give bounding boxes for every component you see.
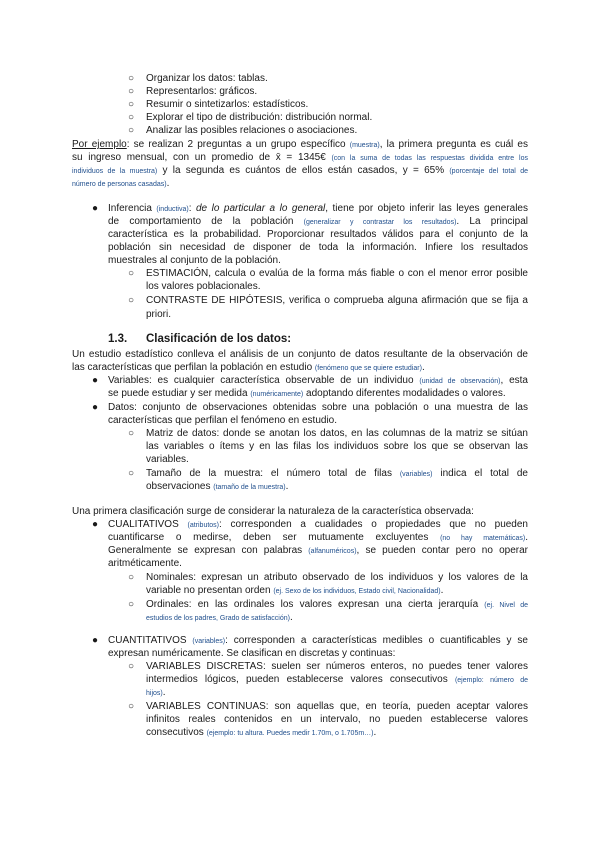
circle-bullet-icon: ○ <box>128 295 135 306</box>
example-line-1: Por ejemplo: se realizan 2 preguntas a un grupo específico (muestra), la primera pregunta es cuál es <box>72 139 528 150</box>
bullet-icon: ● <box>92 402 99 413</box>
bullet-icon: ● <box>92 519 99 530</box>
datos-line-2: características que perfilan el fenómeno en estudio. <box>108 415 338 426</box>
circle-bullet-icon: ○ <box>128 125 135 136</box>
section-title: Clasificación de los datos: <box>146 333 292 345</box>
circle-bullet-icon: ○ <box>128 268 135 279</box>
list-item: Organizar los datos: tablas. <box>146 73 268 84</box>
bullet-icon: ● <box>92 203 99 214</box>
matriz-line-2: las variables o ítems y en las filas los individuos sobre los que se observan las <box>146 441 528 452</box>
nominales-line-1: Nominales: expresan un atributo observado de los individuos y los valores de la <box>146 572 528 583</box>
example-line-3: individuos de la muestra) y la segunda es cuántos de ellos están casados, y = 65% (porcentaje del total de <box>72 165 528 176</box>
cualitativos-line-1: CUALITATIVOS (atributos): corresponden a cualidades o propiedades que no pueden <box>108 519 528 530</box>
contraste-line-1: CONTRASTE DE HIPÓTESIS, verifica o comprueba alguna afirmación que se fija a <box>146 295 528 306</box>
bullet-icon: ● <box>92 635 99 646</box>
continuas-line-3: consecutivos (ejemplo: tu altura. Puedes medir 1.70m, o 1.705m…). <box>146 727 377 738</box>
datos-line-1: Datos: conjunto de observaciones obtenidas sobre una población o una muestra de las <box>108 402 528 413</box>
bullet-icon: ● <box>92 375 99 386</box>
list-item: Analizar las posibles relaciones o asociaciones. <box>146 125 358 136</box>
inferencia-line-4: población sin necesidad de disponer de toda la información. Infiere los resultados <box>108 242 528 253</box>
circle-bullet-icon: ○ <box>128 572 135 583</box>
section-number: 1.3. <box>108 333 128 345</box>
estimacion-line-1: ESTIMACIÓN, calcula o evalúa de la forma más fiable o con el menor error posible <box>146 268 528 279</box>
circle-bullet-icon: ○ <box>128 99 135 110</box>
cualitativos-line-4: aritméticamente. <box>108 558 182 569</box>
inferencia-line-3: característica es la probabilidad. Proporcionar resultados válidos para el conjunto de la <box>108 229 528 240</box>
circle-bullet-icon: ○ <box>128 701 135 712</box>
primera-clasificacion: Una primera clasificación surge de considerar la naturaleza de la característica observada: <box>72 506 474 517</box>
nominales-line-2: variable no presentan orden (ej. Sexo de los individuos, Estado civil, Nacionalidad). <box>146 585 444 596</box>
circle-bullet-icon: ○ <box>128 428 135 439</box>
circle-bullet-icon: ○ <box>128 86 135 97</box>
list-item: Resumir o sintetizarlos: estadísticos. <box>146 99 309 110</box>
variables-line-1: Variables: es cualquier característica observable de un individuo (unidad de observación), esta <box>108 375 528 386</box>
circle-bullet-icon: ○ <box>128 599 135 610</box>
matriz-line-3: variables. <box>146 454 189 465</box>
continuas-line-1: VARIABLES CONTINUAS: son aquellas que, en teoría, pueden aceptar valores <box>146 701 528 712</box>
circle-bullet-icon: ○ <box>128 73 135 84</box>
list-item: Explorar el tipo de distribución: distribución normal. <box>146 112 373 123</box>
intro-line-2: las características que perfilan la población en estudio (fenómeno que se quiere estudiar). <box>72 362 425 373</box>
estimacion-line-2: los valores poblacionales. <box>146 281 261 292</box>
inferencia-line-5: muestrales al conjunto de la población. <box>108 255 281 266</box>
inferencia-line-2: de comportamiento de la población (generalizar y contrastar los resultados). La principal <box>108 216 528 227</box>
cuantitativos-line-1: CUANTITATIVOS (variables): corresponden a características medibles o cuantificables y se <box>108 635 528 646</box>
circle-bullet-icon: ○ <box>128 661 135 672</box>
circle-bullet-icon: ○ <box>128 468 135 479</box>
tamano-line-1: Tamaño de la muestra: el número total de filas (variables) indica el total de <box>146 468 528 479</box>
discretas-line-1: VARIABLES DISCRETAS: suelen ser números enteros, no puedes tener valores <box>146 661 528 672</box>
example-line-2: su ingreso mensual, con un promedio de x̄ = 1345€ (con la suma de todas las respuestas dividida entre los <box>72 152 528 163</box>
example-line-4: número de personas casadas). <box>72 178 170 189</box>
continuas-line-2: infinitos reales contenidos en un intervalo, no pueden establecerse valores <box>146 714 528 725</box>
cualitativos-line-2: cuantificarse o medirse, deben ser mutuamente excluyentes (no hay matemáticas). <box>108 532 528 543</box>
ordinales-line-1: Ordinales: en las ordinales los valores expresan una cierta jerarquía (ej. Nivel de <box>146 599 528 610</box>
tamano-line-2: observaciones (tamaño de la muestra). <box>146 481 289 492</box>
ordinales-line-2: estudios de los padres, Grado de satisfacción). <box>146 612 293 623</box>
inferencia-line-1: Inferencia (inductiva): de lo particular a lo general, tiene por objeto inferir las leyes generales <box>108 203 528 214</box>
variables-line-2: se puede estudiar y ser medida (numéricamente) adoptando diferentes modalidades o valores. <box>108 388 506 399</box>
intro-line-1: Un estudio estadístico conlleva el análisis de un conjunto de datos resultante de la observación de <box>72 349 528 360</box>
circle-bullet-icon: ○ <box>128 112 135 123</box>
cualitativos-line-3: Generalmente se expresan con palabras (alfanuméricos), se pueden contar pero no operar <box>108 545 528 556</box>
list-item: Representarlos: gráficos. <box>146 86 258 97</box>
cuantitativos-line-2: expresan numéricamente. Se clasifican en discretas y continuas: <box>108 648 396 659</box>
discretas-line-3: hijos). <box>146 687 166 698</box>
matriz-line-1: Matriz de datos: donde se anotan los datos, en las columnas de la matriz se sitúan <box>146 428 528 439</box>
discretas-line-2: intermedios lógicos, pueden establecerse valores consecutivos (ejemplo: número de <box>146 674 528 685</box>
contraste-line-2: priori. <box>146 309 172 320</box>
